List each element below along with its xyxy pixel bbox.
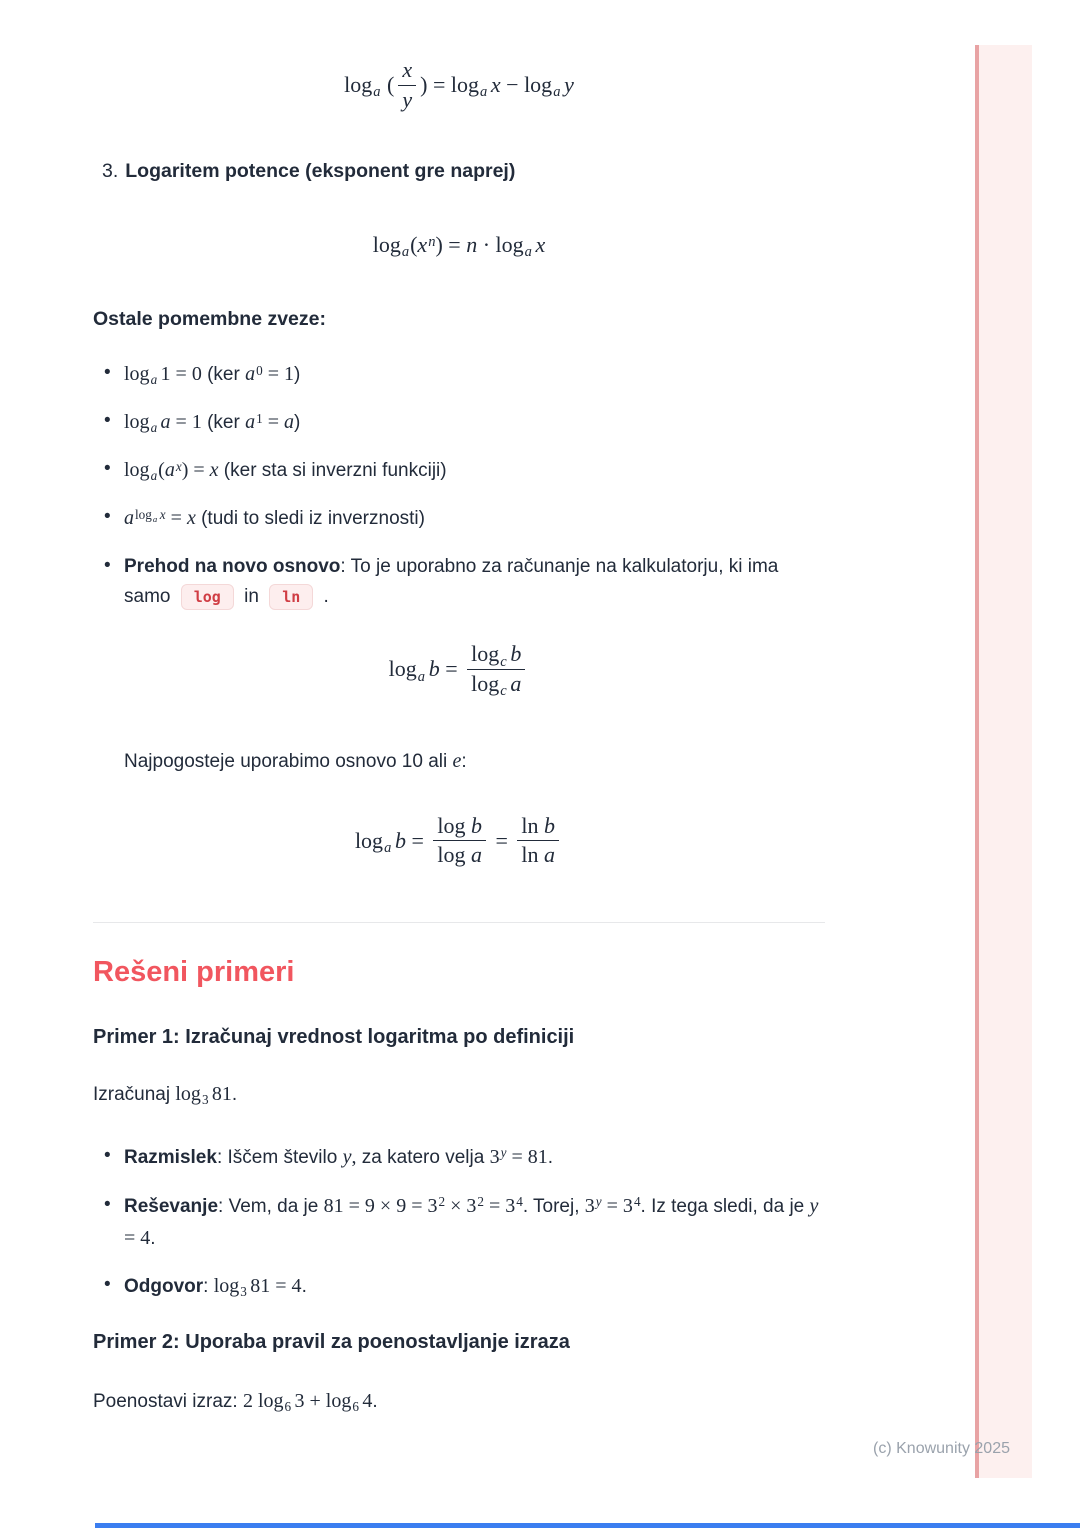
subscript: a — [150, 372, 158, 388]
math-roman: = 4 — [124, 1227, 151, 1250]
superscript: n — [428, 233, 436, 250]
rules-list — [93, 359, 825, 612]
math-roman: = — [490, 827, 514, 853]
heading-other-relations: Ostale pomembne zveze: — [93, 308, 326, 331]
scrollbar-track[interactable] — [979, 45, 1032, 1478]
math-roman: = 1 — [170, 411, 202, 434]
subscript: c — [500, 653, 507, 670]
inline-math — [343, 1146, 357, 1168]
text-fragment: ) — [293, 412, 301, 434]
subscript: a — [401, 244, 410, 261]
formula-power-rule — [93, 232, 825, 261]
page-footer: (c) Knowunity 2025 — [873, 1440, 1010, 1457]
inline-math — [124, 507, 196, 529]
math-roman: ln — [521, 812, 545, 838]
step-item-razmislek — [93, 1142, 825, 1174]
math-roman: = — [165, 507, 187, 530]
math-roman: , — [351, 1146, 357, 1169]
subscript: a — [417, 668, 426, 685]
math-italic: a — [544, 842, 556, 868]
math-roman: log — [124, 411, 150, 434]
math-italic: b — [544, 812, 556, 838]
math-italic: a — [160, 411, 171, 434]
math-roman: = 3 — [483, 1195, 516, 1218]
math-roman: 81 — [211, 1083, 232, 1106]
math-roman: log — [372, 232, 401, 258]
inline-math — [213, 1275, 302, 1300]
superscript: 2 — [477, 1194, 484, 1210]
math-italic: x — [209, 459, 219, 482]
solved-examples-title: Rešeni primeri — [93, 955, 295, 988]
scrollbar-thumb[interactable] — [975, 45, 979, 1478]
math-roman: ( — [410, 232, 418, 258]
math-roman: log — [354, 827, 384, 853]
math-roman: ) = log — [420, 72, 479, 98]
text-fragment: Izračunaj — [93, 1084, 176, 1106]
fraction — [517, 814, 559, 868]
math-roman: log — [213, 1275, 240, 1298]
text-fragment: : Iščem število — [216, 1147, 343, 1169]
math-roman: = 3 — [601, 1195, 633, 1218]
math-roman: log — [437, 812, 471, 838]
subscript: a — [150, 420, 158, 436]
text-fragment: . — [547, 1147, 553, 1169]
bold-label: Razmislek — [124, 1147, 217, 1169]
math-italic: n — [466, 232, 478, 258]
subscript: a — [524, 244, 532, 261]
numerator — [433, 814, 486, 842]
formula-change-of-base-10-e — [93, 812, 825, 870]
math-roman: log — [471, 641, 500, 667]
superscript: y — [595, 1194, 602, 1210]
section-heading-power-rule — [93, 160, 825, 183]
inline-math — [324, 1195, 523, 1217]
denominator — [517, 841, 559, 868]
example2-heading: Primer 2: Uporaba pravil za poenostavljanje izraza — [93, 1331, 570, 1354]
denominator — [467, 670, 525, 700]
text-fragment: Najpogosteje uporabimo osnovo 10 ali — [124, 750, 453, 772]
rule-item-base-change — [93, 552, 825, 612]
subscript: a — [480, 84, 488, 101]
math-roman: log — [124, 459, 150, 482]
text-fragment: . — [318, 586, 329, 608]
step-item-odgovor — [93, 1271, 825, 1303]
fraction — [398, 58, 416, 112]
subscript: c — [500, 683, 507, 700]
bottom-progress-bar — [95, 1523, 1080, 1528]
math-italic: b — [428, 656, 440, 682]
formula-change-of-base — [93, 641, 825, 700]
superscript: 2 — [438, 1194, 446, 1210]
math-italic: y — [564, 72, 574, 98]
subscript: a — [373, 84, 381, 101]
text-fragment: : — [461, 750, 467, 772]
math-italic: y — [342, 1146, 352, 1169]
text-fragment: (ker — [201, 364, 246, 386]
math-italic: a — [164, 459, 175, 482]
math-roman: log — [471, 671, 500, 697]
text-fragment: . — [150, 1228, 156, 1250]
math-roman: ln — [521, 842, 545, 868]
inline-math — [490, 1146, 548, 1168]
rule-item — [93, 455, 825, 487]
note-common-bases — [93, 747, 825, 776]
superscript: 4 — [633, 1194, 641, 1210]
subscript: 6 — [352, 1399, 359, 1415]
bold-label: Odgovor — [124, 1276, 204, 1298]
superscript: x — [175, 458, 182, 474]
rule-item — [93, 359, 825, 391]
step-item-resevanje — [93, 1191, 825, 1254]
math-italic: y — [809, 1195, 819, 1218]
subscript: a — [384, 839, 392, 856]
text-fragment: : Vem, da je — [218, 1196, 324, 1218]
math-roman: 2 log — [242, 1390, 284, 1413]
math-roman: log — [388, 656, 417, 682]
text-fragment: ) — [293, 364, 301, 386]
math-italic: a — [471, 842, 482, 868]
math-roman: − log — [500, 72, 553, 98]
text-fragment: (tudi to sledi iz inverznosti) — [195, 508, 425, 530]
math-italic: x — [159, 506, 166, 522]
math-italic: b — [394, 827, 406, 853]
inline-math — [242, 1390, 373, 1415]
subscript: a — [553, 84, 561, 101]
rule-item — [93, 503, 825, 536]
math-roman: log — [135, 506, 152, 522]
text-fragment: . — [301, 1276, 307, 1298]
math-roman: 3 — [584, 1195, 595, 1218]
math-italic: b — [510, 641, 522, 667]
math-roman: = 1 — [262, 363, 294, 386]
math-roman: log — [124, 363, 150, 386]
math-roman: 81 = 4 — [250, 1275, 302, 1298]
inline-math — [124, 458, 219, 484]
superscript: 0 — [256, 362, 263, 378]
math-roman: ( — [158, 459, 165, 482]
example2-problem — [93, 1387, 825, 1417]
text-fragment: Poenostavi izraz: — [93, 1391, 243, 1413]
superscript: 1 — [256, 410, 263, 426]
math-roman: = — [439, 656, 464, 682]
superscript — [135, 507, 166, 522]
math-roman: 3 + log — [294, 1390, 352, 1413]
math-italic: b — [471, 812, 482, 838]
math-roman: ( — [381, 72, 395, 98]
math-italic: x — [186, 507, 196, 530]
subscript: 6 — [284, 1399, 292, 1415]
text-fragment: . — [372, 1391, 378, 1413]
text-fragment: . — [231, 1084, 238, 1106]
heading-number: 3. — [102, 160, 119, 183]
math-roman: log — [437, 842, 471, 868]
example1-heading: Primer 1: Izračunaj vrednost logaritma po definiciji — [93, 1026, 575, 1049]
math-italic: x — [402, 57, 413, 82]
math-italic: a — [245, 363, 256, 386]
superscript: 4 — [516, 1194, 523, 1210]
inline-math — [585, 1195, 641, 1217]
math-roman: ) = — [435, 232, 467, 258]
denominator — [398, 86, 416, 113]
math-roman: log — [175, 1083, 201, 1106]
inline-math — [245, 411, 294, 433]
subscript: 3 — [240, 1284, 247, 1300]
math-roman: 3 — [489, 1146, 500, 1169]
numerator — [398, 58, 416, 86]
text-fragment: in — [238, 586, 265, 608]
subscript: a — [152, 513, 158, 524]
math-italic: e — [452, 749, 462, 772]
fraction — [467, 641, 525, 700]
document-content — [93, 0, 825, 1417]
numerator — [467, 642, 525, 670]
inline-code-badge: ln — [269, 584, 313, 610]
math-roman: · log — [477, 232, 524, 258]
content-divider — [93, 922, 825, 923]
inline-math — [175, 1083, 232, 1108]
bold-label: Reševanje — [124, 1196, 219, 1218]
denominator — [433, 841, 486, 868]
math-roman: = — [262, 411, 284, 434]
text-fragment: . Iz tega sledi, da je — [640, 1196, 810, 1218]
math-italic: a — [510, 671, 522, 697]
rule-item — [93, 407, 825, 439]
math-roman: 81 = 9 × 9 = 3 — [323, 1195, 438, 1218]
bold-label: Prehod na novo osnovo — [124, 556, 341, 578]
text-fragment: (ker sta si inverzni funkciji) — [218, 460, 447, 482]
fraction — [433, 814, 486, 868]
inline-math — [124, 363, 202, 388]
formula-quotient-rule — [93, 57, 825, 114]
text-fragment: . Torej, — [522, 1196, 585, 1218]
text-fragment: : To je uporabno za računanje na kalkulatorju, ki ima samo — [124, 556, 779, 608]
inline-code-badge: log — [181, 584, 234, 610]
math-roman: × 3 — [445, 1195, 477, 1218]
inline-math — [124, 411, 202, 436]
example1-problem — [93, 1080, 825, 1110]
subscript: 3 — [201, 1092, 209, 1108]
math-italic: y — [402, 86, 413, 112]
math-italic: x — [417, 232, 428, 258]
heading-title: Logaritem potence (eksponent gre naprej) — [125, 160, 516, 183]
math-italic: a — [283, 411, 294, 434]
math-roman: ) = — [181, 459, 210, 482]
example1-steps — [93, 1142, 825, 1303]
math-italic: a — [124, 507, 134, 530]
inline-math — [245, 363, 294, 385]
numerator — [517, 814, 559, 842]
math-italic: a — [245, 411, 256, 434]
superscript: y — [500, 1145, 507, 1161]
text-fragment: (ker — [201, 412, 246, 434]
subscript: a — [150, 468, 158, 484]
text-fragment: za katero velja — [356, 1147, 490, 1169]
math-italic: x — [490, 72, 501, 98]
math-italic: x — [535, 232, 546, 258]
text-fragment: : — [203, 1276, 214, 1298]
math-roman: 1 = 0 — [160, 363, 202, 386]
math-roman: = — [405, 827, 430, 853]
math-roman: log — [344, 72, 373, 98]
math-roman: 4 — [362, 1390, 373, 1413]
math-roman: = 81 — [506, 1146, 548, 1169]
